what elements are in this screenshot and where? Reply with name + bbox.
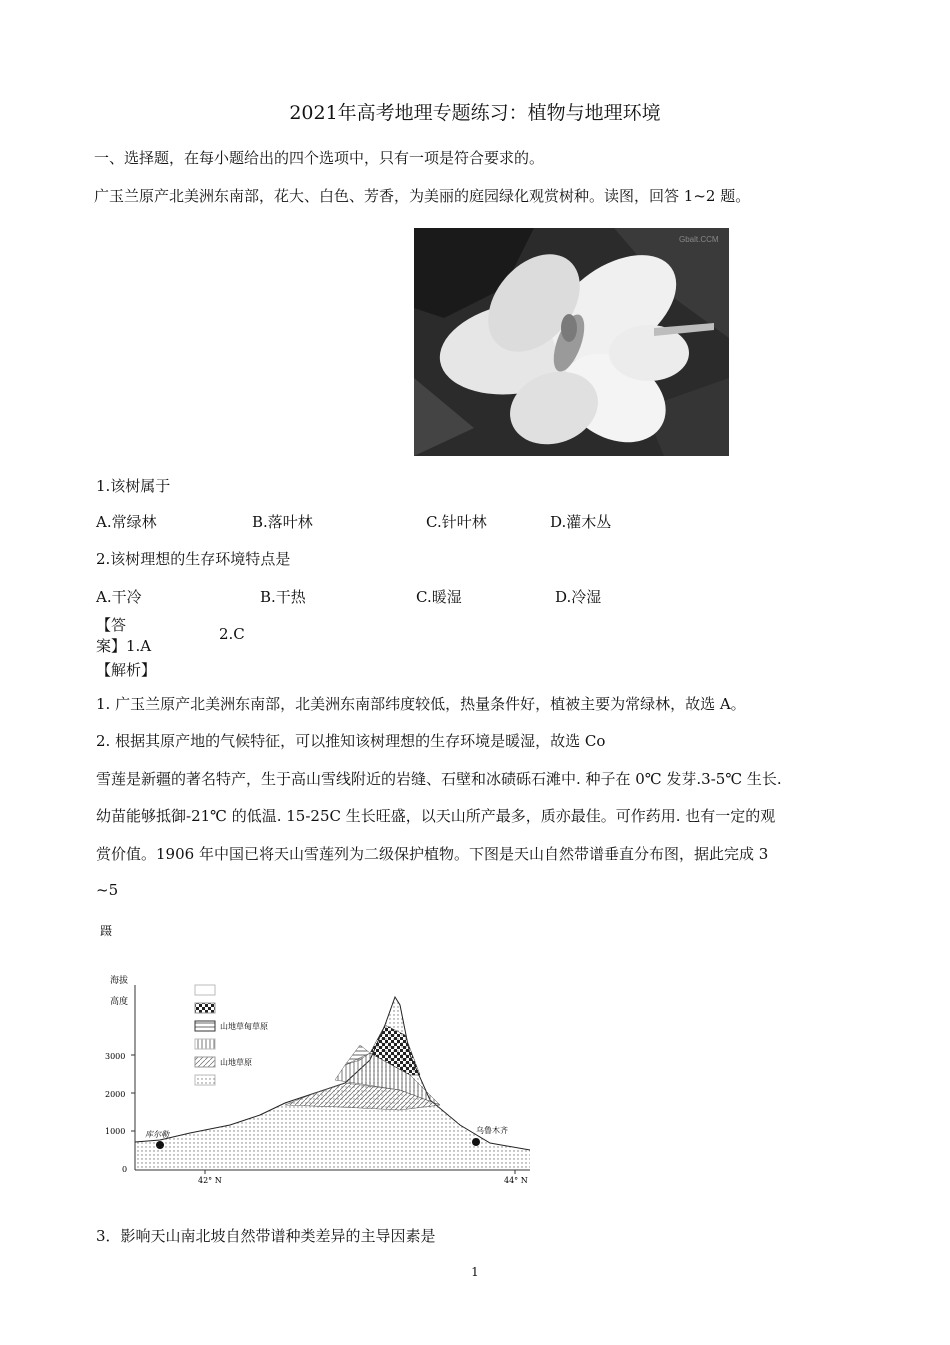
y-tick-2000: 2000 [105, 1090, 126, 1099]
answer-label-line2: 案】1.A [96, 637, 152, 655]
x-tick-44n: 44° N [504, 1176, 528, 1185]
text-fragment: 蹑 [100, 924, 113, 938]
intro-paragraph-1: 广玉兰原产北美洲东南部，花大、白色、芳香，为美丽的庭园绿化观赏树种。读图，回答 1~2 题。 [94, 187, 751, 205]
q1-option-c: C.针叶林 [426, 513, 487, 531]
photo-watermark: Gbalt.CCM [679, 235, 719, 244]
y-tick-1000: 1000 [105, 1127, 126, 1136]
q1-option-b: B.落叶林 [252, 513, 313, 531]
analysis-2: 2. 根据其原产地的气候特征，可以推知该树理想的生存环境是暖湿，故选 Co [96, 732, 606, 750]
q1-stem: 1.该树属于 [96, 477, 171, 495]
y-tick-0: 0 [122, 1165, 128, 1174]
page-number: 1 [471, 1265, 479, 1279]
y-axis-title-1: 海拔 [110, 976, 129, 986]
magnolia-photo [414, 228, 729, 456]
q2-option-c: C.暖湿 [416, 588, 462, 606]
place-urumqi: 乌鲁木齐 [476, 1126, 508, 1135]
intro-paragraph-2-line1: 雪莲是新疆的著名特产，生于高山雪线附近的岩缝、石壁和冰碛砾石滩中. 种子在 0℃ 发芽.3-5℃ 生长. [96, 770, 782, 788]
q2-option-b: B.干热 [260, 588, 306, 606]
analysis-1: 1. 广玉兰原产北美洲东南部，北美洲东南部纬度较低，热量条件好，植被主要为常绿林，故选 A。 [96, 695, 746, 713]
page-title: 2021年高考地理专题练习：植物与地理环境 [289, 102, 661, 124]
q1-option-d: D.灌木丛 [550, 513, 612, 531]
q2-stem: 2.该树理想的生存环境特点是 [96, 550, 291, 568]
y-axis-title-2: 高度 [110, 997, 129, 1007]
answer-label-line1: 【答 [96, 616, 127, 634]
tianshan-zonation-diagram [100, 965, 540, 1190]
q3-stem: 3．影响天山南北坡自然带谱种类差异的主导因素是 [96, 1227, 436, 1245]
intro-paragraph-2-line4: ~5 [96, 881, 119, 899]
q2-option-d: D.冷湿 [555, 588, 602, 606]
q2-option-a: A.干冷 [96, 588, 142, 606]
intro-paragraph-2-line2: 幼苗能够抵御-21℃ 的低温. 15-25C 生长旺盛，以天山所产最多，质亦最佳。可作药用. 也有一定的观 [96, 807, 776, 825]
q1-option-a: A.常绿林 [96, 513, 157, 531]
x-tick-42n: 42° N [198, 1176, 222, 1185]
intro-paragraph-2-line3: 赏价值。1906 年中国已将天山雪莲列为二级保护植物。下图是天山自然带谱垂直分布图，据此完成 3 [96, 845, 769, 863]
answer-second: 2.C [219, 625, 245, 643]
place-korla: 库尔勒 [145, 1130, 169, 1139]
legend-mountain-steppe: 山地草原 [220, 1058, 252, 1067]
legend-meadow-steppe: 山地草甸草原 [220, 1022, 268, 1031]
analysis-label: 【解析】 [96, 661, 157, 679]
section-heading: 一、选择题，在每小题给出的四个选项中，只有一项是符合要求的。 [94, 149, 545, 167]
y-tick-3000: 3000 [105, 1052, 126, 1061]
